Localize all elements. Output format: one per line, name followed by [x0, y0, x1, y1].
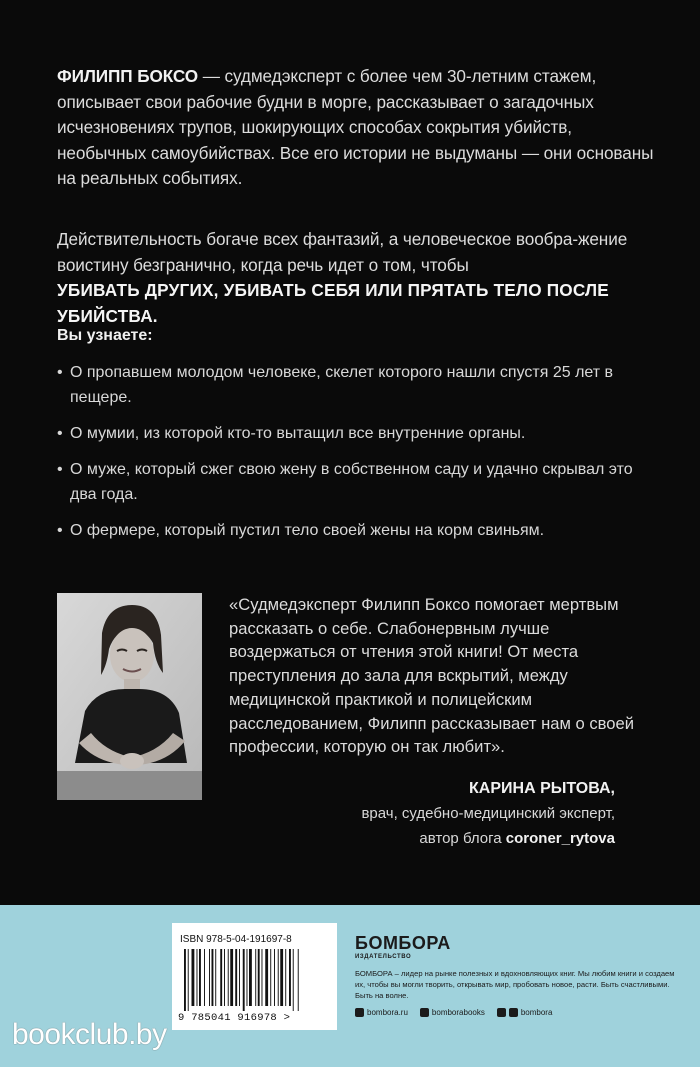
social-vk-label: bomborabooks [431, 1008, 485, 1017]
review-author-role: врач, судебно-медицинский эксперт, [361, 805, 615, 822]
telegram-icon [497, 1008, 506, 1017]
social-vk [420, 1008, 485, 1017]
list-item-text: О мумии, из которой кто-то вытащил все внутренние органы. [70, 425, 526, 442]
list-item-text: О фермере, который пустил тело своей жены на корм свиньям. [70, 522, 545, 539]
intro-text: — судмедэксперт с более чем 30-летним стажем, описывает свои рабочие будни в морге, рассказывает о загадочных исчезновениях трупов, шокирующих способах сокрытия убийств, необычных самоубийствах. Все его истории не выдуманы — они основаны на реальных событиях. [57, 66, 654, 189]
social-site-label: bombora.ru [367, 1008, 408, 1017]
bullet-icon: • [57, 364, 63, 381]
review-author-name: КАРИНА РЫТОВА, [469, 780, 615, 797]
learn-title: Вы узнаете: [57, 327, 153, 344]
social-telegram [497, 1008, 553, 1017]
reality-text: Действительность богаче всех фантазий, а человеческое вообра-жение воистину безгранично, когда речь идет о том, чтобы [57, 229, 628, 275]
barcode-icon [184, 949, 324, 1011]
youtube-icon [509, 1008, 518, 1017]
barcode-box [172, 923, 337, 1030]
list-item [57, 360, 657, 410]
publisher-socials [355, 1008, 675, 1017]
portrait-image [57, 593, 202, 800]
review-author-blog [361, 826, 615, 851]
publisher-block [355, 934, 675, 1017]
bullet-icon: • [57, 461, 63, 478]
intro-paragraph [57, 64, 657, 192]
isbn-text: ISBN 978-5-04-191697-8 [180, 934, 292, 945]
review-quote: «Судмедэксперт Филипп Боксо помогает мертвым рассказать о себе. Слабонервным лучше воздержаться от чтения этой книги! От места преступления до зала для вскрытий, между медицинской практикой и полицейским расследованием, Филипп рассказывает нам о своей профессии, которую он так любит». [229, 595, 634, 757]
blog-prefix: автор блога [419, 830, 506, 847]
social-site [355, 1008, 408, 1017]
bullet-icon: • [57, 522, 63, 539]
blog-handle: coroner_rytova [505, 830, 615, 847]
list-item-text: О пропавшем молодом человеке, скелет которого нашли спустя 25 лет в пещере. [70, 364, 614, 406]
list-item [57, 457, 657, 507]
publisher-description: БОМБОРА – лидер на рынке полезных и вдохновляющих книг. Мы любим книги и создаем их, чтобы вы могли творить, открывать мир, пробовать новое, расти. Быть счастливыми. Быть на волне. [355, 969, 675, 1000]
publisher-logo: БОМБОРА [355, 933, 451, 953]
list-item [57, 518, 657, 543]
reality-caps: УБИВАТЬ ДРУГИХ, УБИВАТЬ СЕБЯ ИЛИ ПРЯТАТЬ ТЕЛО ПОСЛЕ УБИЙСТВА. [57, 280, 609, 326]
learn-list [57, 360, 657, 554]
publisher-subtitle: ИЗДАТЕЛЬСТВО [355, 954, 412, 960]
globe-icon [355, 1008, 364, 1017]
review-author [361, 776, 615, 851]
list-item [57, 421, 657, 446]
author-photo [57, 593, 202, 800]
reality-paragraph [57, 227, 657, 329]
watermark: bookclub.by [12, 1018, 167, 1051]
vk-icon [420, 1008, 429, 1017]
intro-author-name: ФИЛИПП БОКСО [57, 66, 199, 86]
bullet-icon: • [57, 425, 63, 442]
barcode-digits: 9 785041 916978 > [178, 1012, 291, 1024]
list-item-text: О муже, который сжег свою жену в собственном саду и удачно скрывал это два года. [70, 461, 633, 503]
social-telegram-label: bombora [520, 1008, 553, 1017]
